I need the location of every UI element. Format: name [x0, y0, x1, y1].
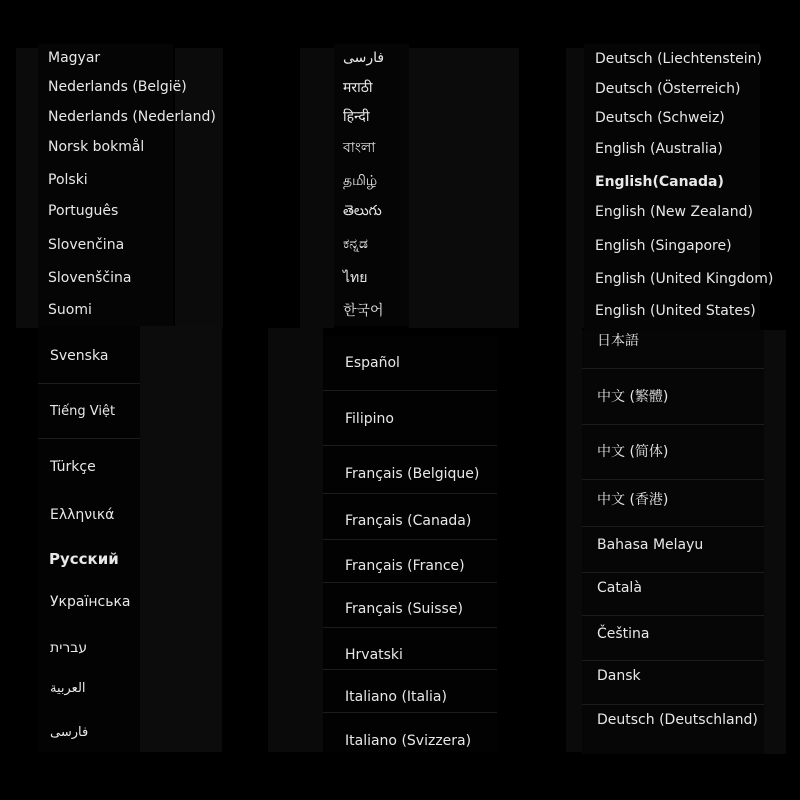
language-item-bengali[interactable]: বাংলা [343, 140, 376, 156]
language-item-tamil[interactable]: தமிழ் [343, 173, 378, 189]
language-item-francais-belgique[interactable]: Français (Belgique) [345, 466, 480, 482]
language-item-deutsch-liechtenstein[interactable]: Deutsch (Liechtenstein) [595, 51, 763, 67]
language-item-francais-suisse[interactable]: Français (Suisse) [345, 601, 463, 617]
language-item-tieng-viet[interactable]: Tiếng Việt [50, 404, 116, 419]
language-item-filipino[interactable]: Filipino [345, 411, 394, 427]
language-item-english-united-kingdom[interactable]: English (United Kingdom) [595, 271, 774, 287]
language-item-svenska[interactable]: Svenska [50, 348, 109, 364]
language-item-persian-2[interactable]: فارسی [343, 50, 385, 66]
language-item-hebrew[interactable]: עברית [50, 640, 88, 656]
language-item-turkce[interactable]: Türkçe [50, 459, 96, 475]
language-item-english-singapore[interactable]: English (Singapore) [595, 238, 732, 254]
language-item-bahasa-melayu[interactable]: Bahasa Melayu [597, 537, 704, 553]
language-item-catala[interactable]: Català [597, 580, 642, 596]
language-item-magyar[interactable]: Magyar [48, 50, 101, 66]
language-item-marathi[interactable]: मराठी [343, 80, 373, 96]
language-item-japanese[interactable]: 日本語 [597, 333, 639, 349]
language-item-slovenscina[interactable]: Slovenščina [48, 270, 132, 286]
language-item-polski[interactable]: Polski [48, 172, 88, 188]
language-item-slovencina[interactable]: Slovenčina [48, 237, 125, 253]
language-item-dansk[interactable]: Dansk [597, 668, 641, 684]
language-item-chinese-hong-kong[interactable]: 中文 (香港) [597, 492, 669, 508]
language-item-italiano-svizzera[interactable]: Italiano (Svizzera) [345, 733, 472, 749]
language-item-norsk-bokmal[interactable]: Norsk bokmål [48, 139, 145, 155]
language-item-kannada[interactable]: ಕನ್ನಡ [343, 236, 368, 252]
language-item-francais-france[interactable]: Français (France) [345, 558, 465, 574]
language-item-thai[interactable]: ไทย [343, 270, 368, 286]
language-item-francais-canada[interactable]: Français (Canada) [345, 513, 472, 529]
language-item-persian-1[interactable]: فارسی [50, 725, 89, 740]
language-item-chinese-simplified[interactable]: 中文 (简体) [597, 444, 669, 460]
language-item-hrvatski[interactable]: Hrvatski [345, 647, 403, 663]
language-item-italiano-italia[interactable]: Italiano (Italia) [345, 689, 447, 705]
language-item-deutsch-osterreich[interactable]: Deutsch (Österreich) [595, 81, 741, 97]
language-item-suomi[interactable]: Suomi [48, 302, 92, 318]
language-item-korean[interactable]: 한국어 [343, 303, 384, 319]
language-item-ukrainian[interactable]: Українська [50, 594, 131, 610]
language-item-nederlands-nederland[interactable]: Nederlands (Nederland) [48, 109, 216, 125]
language-item-deutsch-deutschland[interactable]: Deutsch (Deutschland) [597, 712, 758, 728]
language-item-greek[interactable]: Ελληνικά [50, 507, 115, 523]
language-item-nederlands-belgie[interactable]: Nederlands (België) [48, 79, 187, 95]
language-item-portugues[interactable]: Português [48, 203, 119, 219]
language-item-arabic[interactable]: العربية [50, 681, 86, 696]
language-item-english-canada[interactable]: English(Canada) [595, 174, 724, 190]
language-item-chinese-traditional[interactable]: 中文 (繁體) [597, 389, 669, 405]
language-item-english-new-zealand[interactable]: English (New Zealand) [595, 204, 753, 220]
language-item-english-australia[interactable]: English (Australia) [595, 141, 723, 157]
language-item-hindi[interactable]: हिन्दी [343, 109, 370, 125]
language-item-english-united-states[interactable]: English (United States) [595, 303, 756, 319]
language-item-espanol[interactable]: Español [345, 355, 400, 371]
language-item-deutsch-schweiz[interactable]: Deutsch (Schweiz) [595, 110, 725, 126]
language-item-cestina[interactable]: Čeština [597, 626, 650, 642]
language-item-telugu[interactable]: తెలుగు [343, 203, 382, 219]
language-item-russian[interactable]: Русский [49, 550, 119, 568]
